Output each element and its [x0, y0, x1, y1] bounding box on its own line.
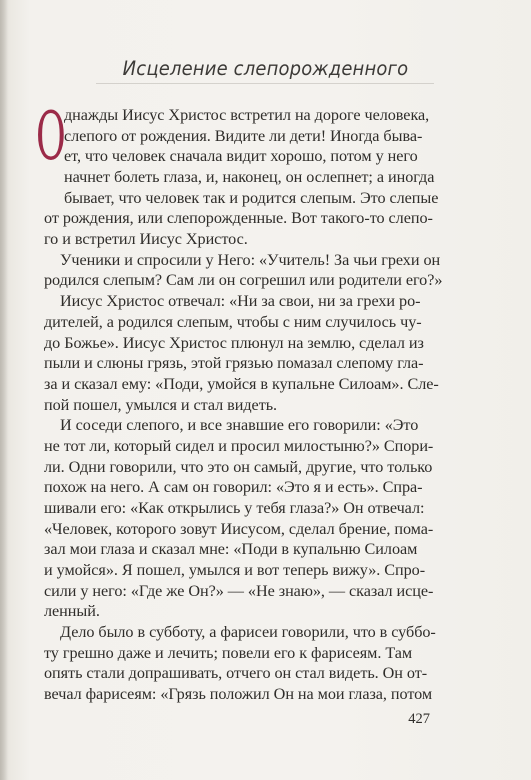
- text-line: ту грешно даже и лечить; повели его к фарисеям. Там: [44, 643, 413, 662]
- text-line: начнет болеть глаза, и, наконец, он ослепнет; а иногда: [64, 168, 435, 186]
- text-line: Иисус Христос отвечал: «Ни за свои, ни за грехи ро-: [60, 292, 421, 311]
- text-line: Дело было в субботу, а фарисеи говорили, что в суббо-: [60, 623, 436, 641]
- text-line: не тот ли, который сидел и просил милостыню?» Спори-: [44, 436, 434, 455]
- text-line: ет, что человек сначала видит хорошо, потом у него: [64, 147, 418, 166]
- text-line: слепого от рождения. Видите ли дети! Иногда быва-: [64, 126, 423, 145]
- text-line: сили у него: «Где же Он?» — «Не знаю», — сказал исце-: [44, 581, 434, 600]
- text-line: до Божье». Иисус Христос плюнул на землю, сделал из: [44, 333, 424, 352]
- text-line: шивали его: «Как открылись у тебя глаза?» Он отвечал:: [44, 498, 425, 517]
- text-line: пыли и слюны грязь, этой грязью помазал слепому гла-: [44, 354, 424, 373]
- text-line: от рождения, или слепорожденные. Вот такого-то слепо-: [44, 209, 433, 228]
- text-line: днажды Иисус Христос встретил на дороге человека,: [64, 106, 430, 124]
- text-line: зал мои глаза и сказал мне: «Поди в купальню Силоам: [44, 540, 418, 559]
- spine-shadow: [0, 0, 8, 780]
- text-line: дителей, а родился слепым, чтобы с ним случилось чу-: [44, 312, 422, 331]
- text-line: И соседи слепого, и все знавшие его говорили: «Это: [60, 416, 419, 435]
- text-line: похож на него. А сам он говорил: «Это я и есть». Спра-: [44, 478, 423, 497]
- text-line: «Человек, которого зовут Иисусом, сделал брение, пома-: [44, 519, 434, 538]
- text-line: родился слепым? Сам ли он согрешил или родители его?»: [44, 271, 443, 290]
- text-line: ленный.: [44, 602, 100, 621]
- chapter-title: Исцеление слепорожденного: [122, 57, 409, 80]
- page-number: 427: [408, 711, 430, 727]
- text-line: опять стали допрашивать, отчего он стал видеть. Он от-: [44, 664, 428, 683]
- text-line: го и встретил Иисус Христос.: [44, 230, 248, 249]
- text-line: Ученики и спросили у Него: «Учитель! За чьи грехи он: [60, 250, 441, 269]
- text-line: за и сказал ему: «Поди, умойся в купальне Силоам». Сле-: [44, 374, 439, 393]
- text-line: бывает, что человек так и родится слепым. Это слепые: [64, 188, 439, 207]
- drop-cap: О: [36, 98, 66, 175]
- text-line: ли. Одни говорили, что это он самый, другие, что только: [44, 457, 433, 476]
- title-rule: [96, 83, 434, 84]
- text-line: пой пошел, умылся и стал видеть.: [44, 395, 278, 414]
- text-line: и умойся». Я пошел, умылся и вот теперь вижу». Спро-: [44, 560, 426, 579]
- text-line: вечал фарисеям: «Грязь положил Он на мои глаза, потом: [44, 685, 433, 703]
